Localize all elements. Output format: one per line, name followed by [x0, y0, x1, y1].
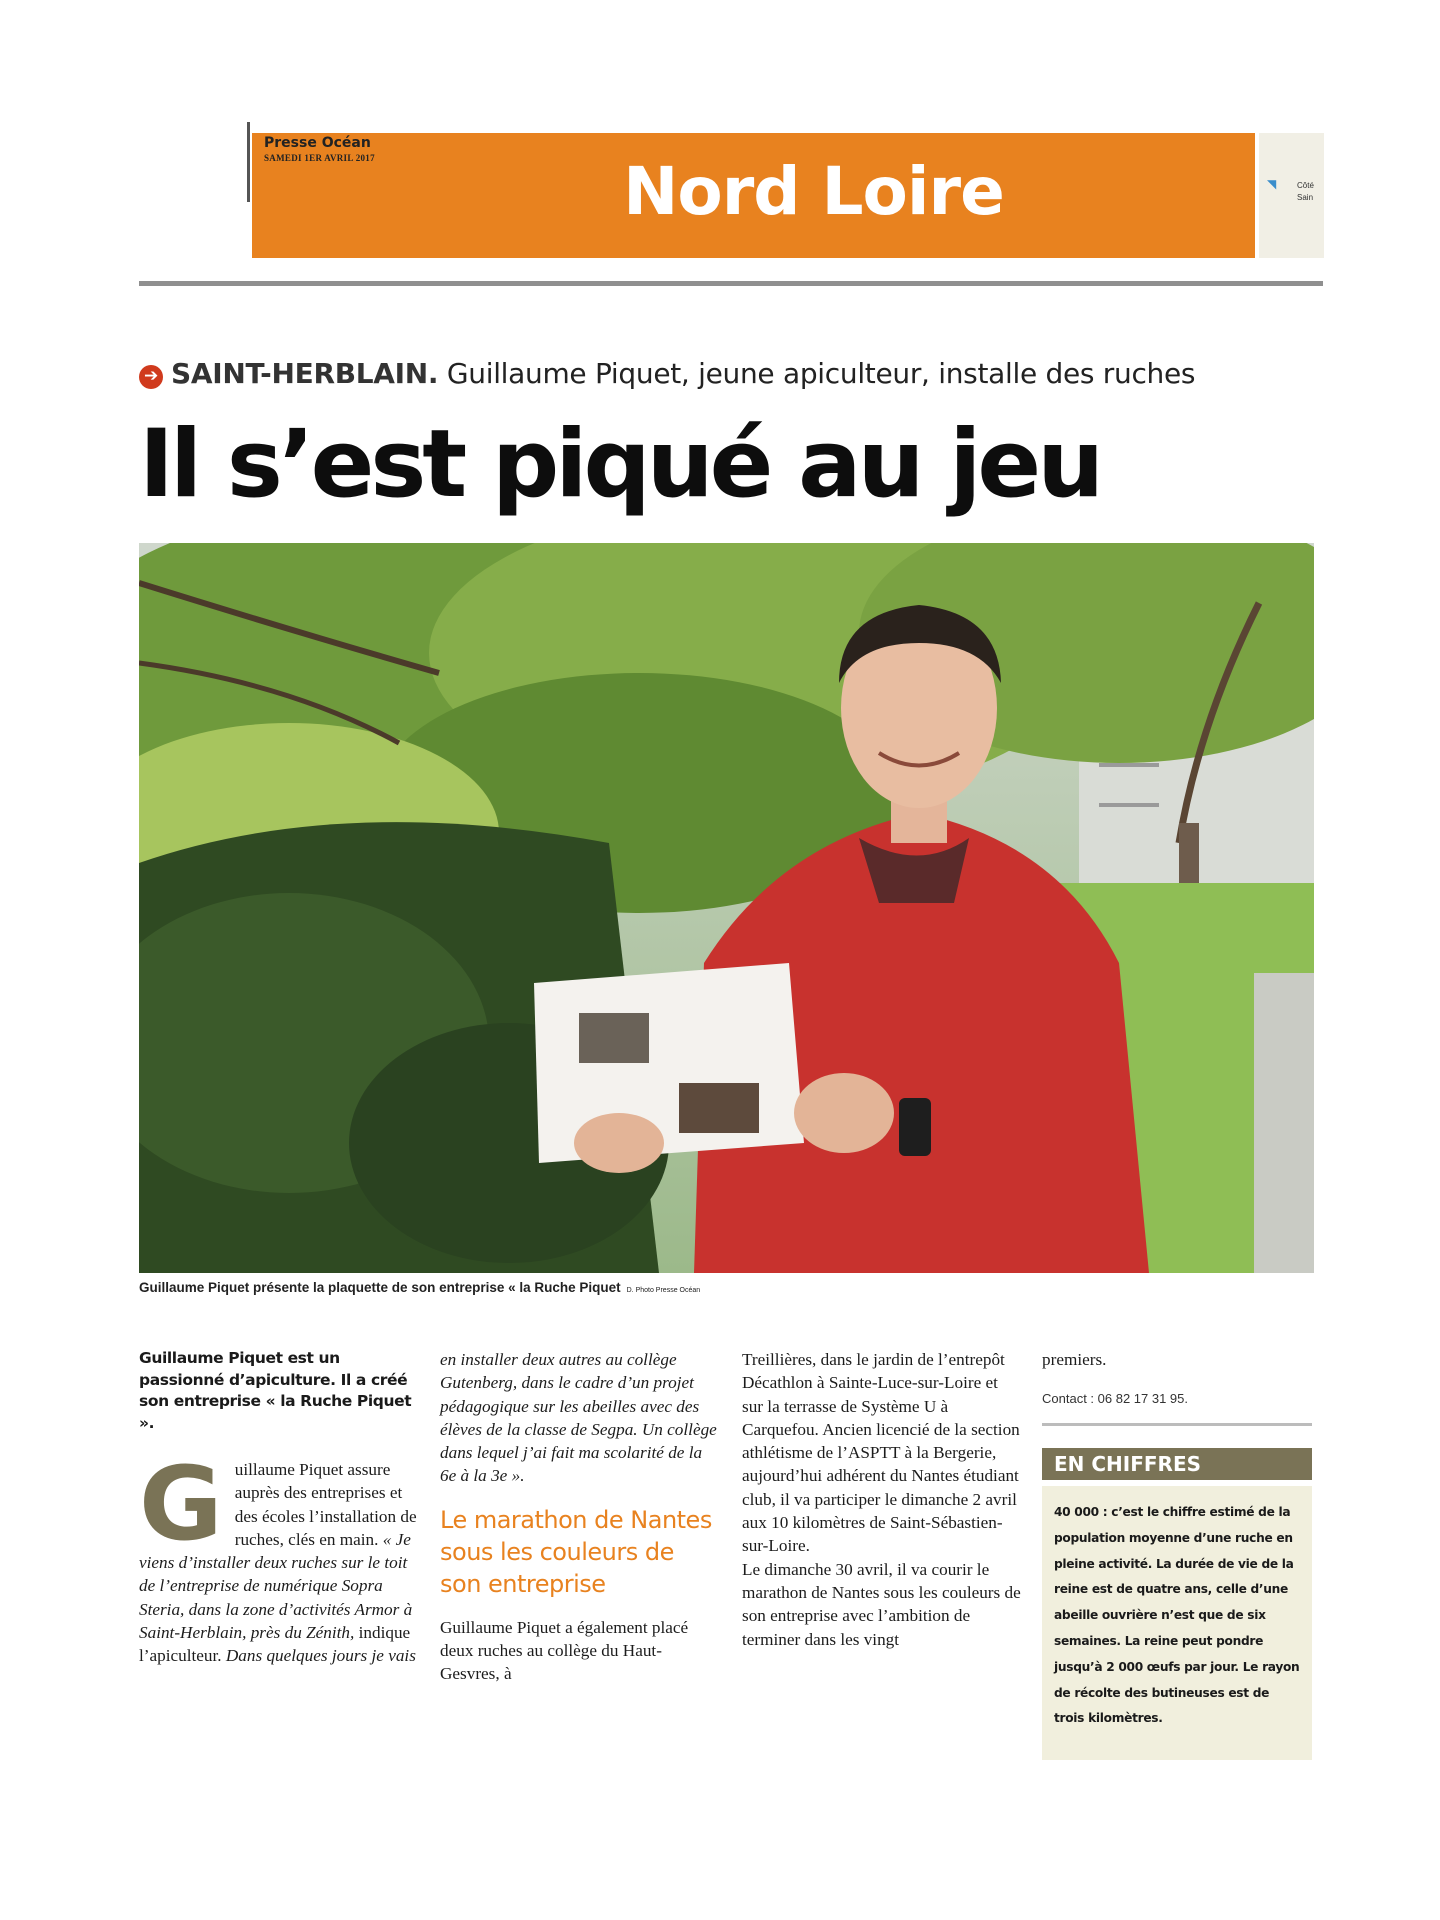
article-photo [139, 543, 1314, 1273]
article-headline: Il s’est piqué au jeu [139, 410, 1101, 519]
section-banner [252, 133, 1255, 258]
drop-cap: G [139, 1445, 223, 1564]
contact-line: Contact : 06 82 17 31 95. [1042, 1387, 1312, 1425]
col4-paragraph: premiers. [1042, 1350, 1107, 1369]
article-subhead: Le marathon de Nantes sous les couleurs de son entreprise [440, 1505, 712, 1598]
kicker-place: SAINT-HERBLAIN. [171, 357, 439, 390]
article-column-1 [139, 1348, 419, 1668]
kicker-text: Guillaume Piquet, jeune apiculteur, installe des ruches [446, 357, 1196, 390]
article-column-3 [742, 1348, 1022, 1651]
col3-paragraph-2: Le dimanche 30 avril, il va courir le marathon de Nantes sous les couleurs de son entreprise avec l’ambition de terminer dans les vingt [742, 1559, 1021, 1649]
bird-icon: ◥ [1267, 177, 1277, 191]
quote-text: « Je viens d’installer deux ruches sur le toit de l’entreprise de numérique Sopra Steria, dans la zone d’activités Armor à Saint-Herblain, près du Zénith, [139, 1529, 413, 1643]
attribution-text: indique l’apiculteur. [139, 1623, 411, 1666]
issue-date: SAMEDI 1ER AVRIL 2017 [264, 153, 375, 163]
section-title: Nord Loire [623, 153, 1004, 230]
newspaper-name: Presse Océan [264, 135, 371, 151]
article-column-2 [440, 1348, 720, 1686]
side-strip-line2: Sain [1297, 193, 1314, 202]
figures-box-text: 40 000 : c’est le chiffre estimé de la population moyenne d’une ruche en pleine activité. La durée de vie de la reine est de quatre ans, celle d’une abeille ouvrière n’est que de six semaines. La reine peut pondre jusqu’à 2 000 œufs par jour. Le rayon de récolte des butineuses est de trois kilomètres. [1042, 1486, 1312, 1760]
quote-end: en installer deux autres au collège Gutenberg, dans le cadre d’un projet pédagogique sur les abeilles avec des élèves de la classe de Segpa. Un collège dans lequel j’ai fait ma scolarité de la 6e à la 3e ». [440, 1350, 717, 1486]
side-strip-line1: Côté [1297, 181, 1314, 190]
article-chapo: Guillaume Piquet est un passionné d’apiculture. Il a créé son entreprise « la Ruche Piquet ». [139, 1349, 412, 1432]
photo-credit: D. Photo Presse Océan [626, 1287, 701, 1294]
photo-caption [139, 1280, 700, 1295]
figures-box [1042, 1448, 1312, 1760]
article-kicker [139, 357, 1195, 390]
brand-stripe [247, 122, 250, 202]
col2-paragraph: Guillaume Piquet a également placé deux ruches au collège du Haut-Gesvres, à [440, 1617, 689, 1684]
quote-continued: Dans quelques jours je vais [225, 1646, 416, 1666]
side-strip-teaser [1259, 133, 1324, 258]
caption-text: Guillaume Piquet présente la plaquette de son entreprise « la Ruche Piquet [139, 1280, 621, 1295]
col3-paragraph-1: Treillières, dans le jardin de l’entrepôt Décathlon à Sainte-Luce-sur-Loire et sur la terrasse de Système U à Carquefou. Ancien licencié de la section athlétisme de l’ASPTT à la Bergerie, aujourd’hui adhérent du Nantes étudiant club, il va participer le dimanche 2 avril aux 10 kilomètres de Saint-Sébastien-sur-Loire. [742, 1350, 1020, 1556]
figures-box-title: EN CHIFFRES [1042, 1448, 1312, 1480]
article-column-4 [1042, 1348, 1312, 1426]
arrow-right-icon: ➔ [139, 365, 163, 389]
lead-text: uillaume Piquet assure auprès des entreprises et des écoles l’installation de ruches, clés en main. [234, 1460, 417, 1549]
header-rule [139, 281, 1323, 286]
article-lead-paragraph [139, 1445, 419, 1668]
